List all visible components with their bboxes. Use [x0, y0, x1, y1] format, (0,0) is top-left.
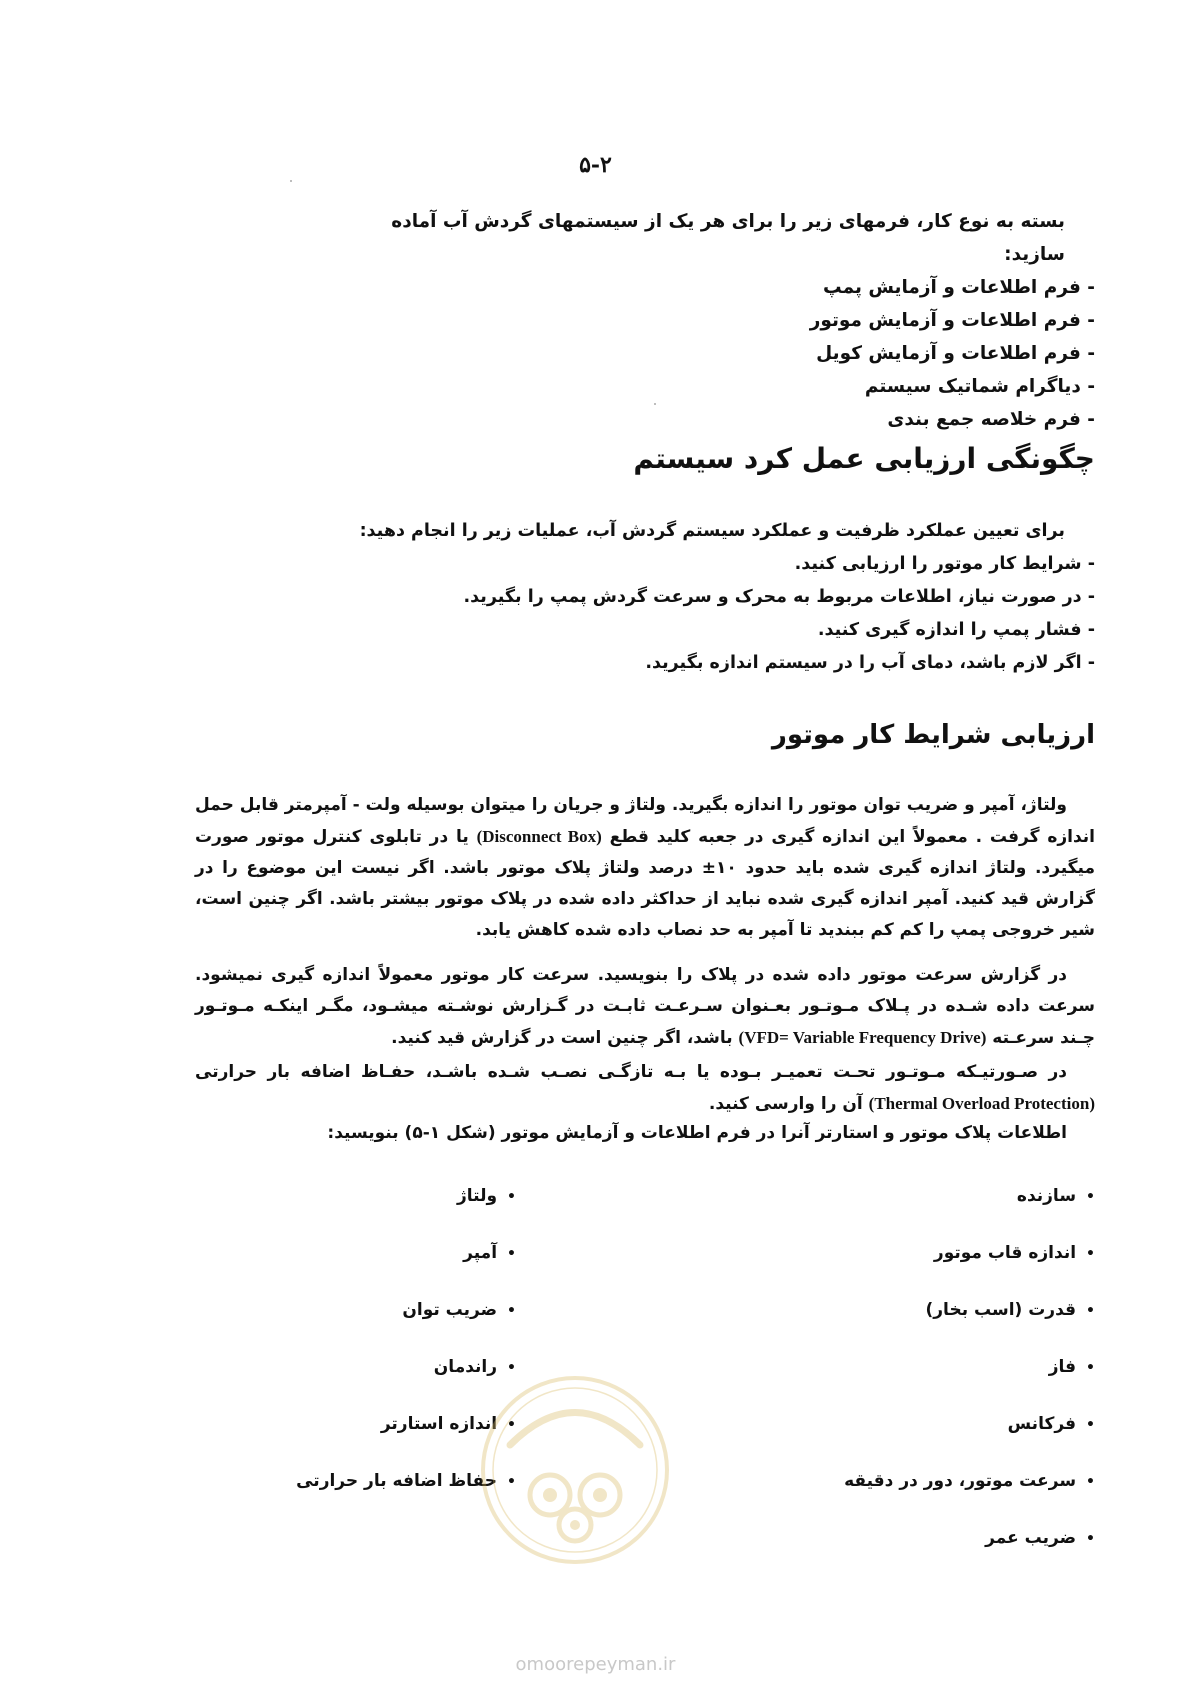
- scan-speck: [290, 180, 292, 182]
- paragraph-text: ولتاژ، آمپر و ضریب توان موتور را اندازه بگیرید. ولتاژ و جریان را میتوان بوسیله ولت - آمپرمتر قابل حمل اندازه گرفت . معمولاً این اندازه گیری در جعبه کلید قطع: [195, 795, 1095, 847]
- paragraph-latin-term: (Disconnect Box): [476, 827, 602, 846]
- bullet-icon: •: [1086, 1417, 1095, 1433]
- evaluation-item: - اگر لازم باشد، دمای آب را در سیستم اندازه بگیرید.: [645, 653, 1095, 673]
- section-heading-evaluation: چگونگی ارزیابی عمل کرد سیستم: [633, 442, 1095, 475]
- paragraph-latin-term: (Thermal Overload Protection): [868, 1094, 1095, 1113]
- intro-item: - فرم اطلاعات و آزمایش کویل: [816, 343, 1095, 364]
- intro-item: - فرم اطلاعات و آزمایش پمپ: [823, 277, 1095, 298]
- bullet-icon: •: [507, 1360, 516, 1376]
- evaluation-item: - فشار پمپ را اندازه گیری کنید.: [817, 620, 1095, 640]
- nameplate-item: •اندازه استارتر: [296, 1396, 516, 1453]
- bullet-icon: •: [1086, 1189, 1095, 1205]
- nameplate-item: •فرکانس: [844, 1396, 1095, 1453]
- watermark-seal-icon: [470, 1370, 680, 1570]
- section-heading-motor: ارزیابی شرایط کار موتور: [771, 720, 1095, 750]
- paragraph-text: اطلاعات پلاک موتور و استارتر آنرا در فرم اطلاعات و آزمایش موتور (شکل ۱-۵) بنویسید:: [327, 1123, 1067, 1143]
- evaluation-lead: برای تعیین عملکرد ظرفیت و عملکرد سیستم گردش آب، عملیات زیر را انجام دهید:: [359, 521, 1065, 541]
- paragraph-text: در صـورتیـکه مـوتـور تحـت تعمیـر بـوده یا بـه تازگـی نصـب شـده باشـد، حفـاظ اضافه بار حرارتی: [195, 1062, 1067, 1082]
- bullet-icon: •: [507, 1303, 516, 1319]
- nameplate-item: •فاز: [844, 1339, 1095, 1396]
- scan-speck: [654, 403, 656, 405]
- bullet-icon: •: [507, 1246, 516, 1262]
- paragraph-text: یا در تابلوی کنترل موتور صورت میگیرد. ولتاژ اندازه گیری شده باید حدود ۱۰± درصد ولتاژ پلاک موتور باشد. اگر نیست این موضوع را در گزارش قید کنید. آمپر اندازه گیری شده نباید از حداکثر داده شده در پلاک موتور بیشتر باشد. اگر چنین است، شیر خروجی پمپ را کم کم ببندید تا آمپر به حد نصاب داده شده کاهش یابد.: [195, 827, 1095, 940]
- nameplate-item: •راندمان: [296, 1339, 516, 1396]
- paragraph-text: در گزارش سرعت موتور داده شده در پلاک را بنویسید. سرعت کار موتور معمولاً اندازه گیری نمیشود. سرعت داده شـده در پـلاک مـوتـور بعـنوان سـرعـت ثابـت در گـزارش نوشـته میشـود، مگـر اینکـه مـوتـور چـند سرعـته: [195, 965, 1095, 1048]
- intro-item: - دیاگرام شماتیک سیستم: [864, 376, 1095, 397]
- intro-item: - فرم خلاصه جمع بندی: [887, 409, 1095, 430]
- paragraph-latin-term: (VFD= Variable Frequency Drive): [738, 1028, 987, 1047]
- intro-section: [335, 205, 1095, 436]
- bullet-icon: •: [1086, 1303, 1095, 1319]
- nameplate-item: •حفاظ اضافه بار حرارتی: [296, 1453, 516, 1510]
- motor-paragraph-nameplate: [315, 1118, 1095, 1149]
- page-number: ۵-۲: [579, 152, 612, 178]
- motor-paragraph-voltage: [195, 790, 1095, 946]
- evaluation-section: [325, 515, 1095, 680]
- bullet-icon: •: [1086, 1474, 1095, 1490]
- bullet-icon: •: [1086, 1360, 1095, 1376]
- nameplate-item: •آمپر: [296, 1225, 516, 1282]
- paragraph-text: آن را وارسی کنید.: [708, 1094, 863, 1114]
- paragraph-text: باشد، اگر چنین است در گزارش قید کنید.: [391, 1028, 733, 1048]
- watermark-url: omoorepeyman.ir: [515, 1654, 676, 1675]
- motor-paragraph-speed: [195, 960, 1095, 1054]
- bullet-icon: •: [1086, 1531, 1095, 1547]
- bullet-icon: •: [507, 1474, 516, 1490]
- motor-paragraph-overload: [195, 1057, 1095, 1120]
- evaluation-item: - شرایط کار موتور را ارزیابی کنید.: [794, 554, 1095, 574]
- nameplate-item: •ضریب توان: [296, 1282, 516, 1339]
- nameplate-list-right: [844, 1168, 1095, 1567]
- bullet-icon: •: [1086, 1246, 1095, 1262]
- nameplate-item: •ولتاژ: [296, 1168, 516, 1225]
- intro-item: - فرم اطلاعات و آزمایش موتور: [809, 310, 1095, 331]
- evaluation-item: - در صورت نیاز، اطلاعات مربوط به محرک و سرعت گردش پمپ را بگیرید.: [463, 587, 1095, 607]
- nameplate-item: •ضریب عمر: [844, 1510, 1095, 1567]
- bullet-icon: •: [507, 1189, 516, 1205]
- nameplate-item: •اندازه قاب موتور: [844, 1225, 1095, 1282]
- nameplate-item: •سازنده: [844, 1168, 1095, 1225]
- nameplate-item: •سرعت موتور، دور در دقیقه: [844, 1453, 1095, 1510]
- bullet-icon: •: [507, 1417, 516, 1433]
- intro-lead: بسته به نوع کار، فرمهای زیر را برای هر یک از سیستمهای گردش آب آماده سازید:: [391, 211, 1065, 265]
- nameplate-item: •قدرت (اسب بخار): [844, 1282, 1095, 1339]
